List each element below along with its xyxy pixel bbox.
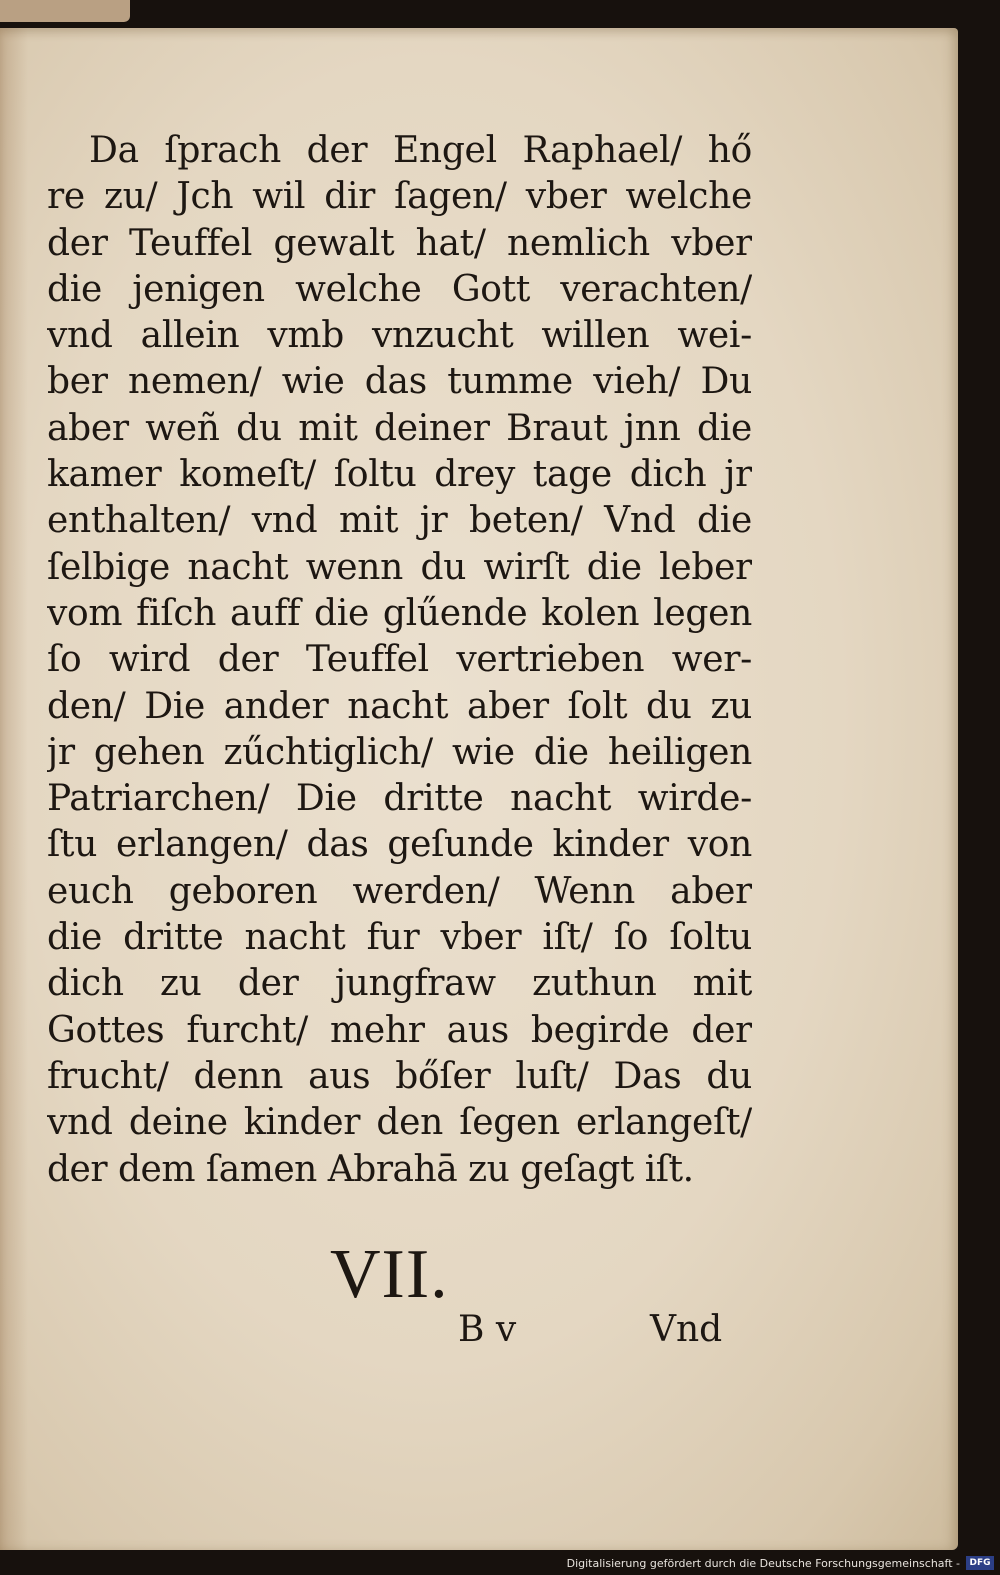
text-line: vnd allein vmb vnzucht willen wei- xyxy=(47,315,752,357)
text-line: der dem ſamen Abrahā zu geſagt iſt. xyxy=(47,1148,694,1190)
text-line: ſelbige nacht wenn du wirſt die leber xyxy=(47,546,752,588)
text-line: dich zu der jungfraw zuthun mit xyxy=(47,963,752,1005)
text-line: Gottes furcht/ mehr aus begirde der xyxy=(47,1009,752,1051)
text-line: vom fiſch auff die glűende kolen legen xyxy=(47,592,752,634)
text-line: ber nemen/ wie das tumme vieh/ Du xyxy=(47,361,752,403)
text-line: euch geboren werden/ Wenn aber xyxy=(47,870,752,912)
text-line: jr gehen zűchtiglich/ wie die heiligen xyxy=(47,731,752,773)
text-line: aber weñ du mit deiner Braut jnn die xyxy=(47,407,752,449)
text-line: den/ Die ander nacht aber ſolt du zu xyxy=(47,685,752,727)
page-edge-stain xyxy=(0,28,28,1550)
text-line: die jenigen welche Gott verachten/ xyxy=(47,268,752,310)
text-line: ſtu erlangen/ das geſunde kinder von xyxy=(47,824,752,866)
funding-credit: Digitalisierung gefördert durch die Deutsche Forschungsgemeinschaft - xyxy=(566,1557,960,1570)
text-line: Patriarchen/ Die dritte nacht wirde- xyxy=(47,778,752,820)
dfg-logo-icon: DFG xyxy=(966,1556,994,1570)
text-line: kamer komeſt/ ſoltu drey tage dich jr xyxy=(47,454,752,496)
adjacent-page-scrap xyxy=(0,0,130,22)
text-line: re zu/ Jch wil dir ſagen/ vber welche xyxy=(47,176,752,218)
text-line: vnd deine kinder den ſegen erlangeſt/ xyxy=(47,1102,752,1144)
catchword: Vnd xyxy=(650,1309,723,1350)
text-line: der Teuffel gewalt hat/ nemlich vber xyxy=(47,222,752,264)
text-line: frucht/ denn aus bőſer luſt/ Das du xyxy=(47,1055,752,1097)
signature-mark: B v xyxy=(458,1309,517,1350)
text-line: ſo wird der Teuffel vertrieben wer- xyxy=(47,639,752,681)
text-line: enthalten/ vnd mit jr beten/ Vnd die xyxy=(47,500,752,542)
text-line: die dritte nacht fur vber iſt/ ſo ſoltu xyxy=(47,917,752,959)
footer-bar xyxy=(0,1550,1000,1575)
text-line: Da ſprach der Engel Raphael/ hő xyxy=(89,130,752,171)
body-text xyxy=(47,128,752,1193)
chapter-numeral: VII. xyxy=(330,1236,449,1313)
